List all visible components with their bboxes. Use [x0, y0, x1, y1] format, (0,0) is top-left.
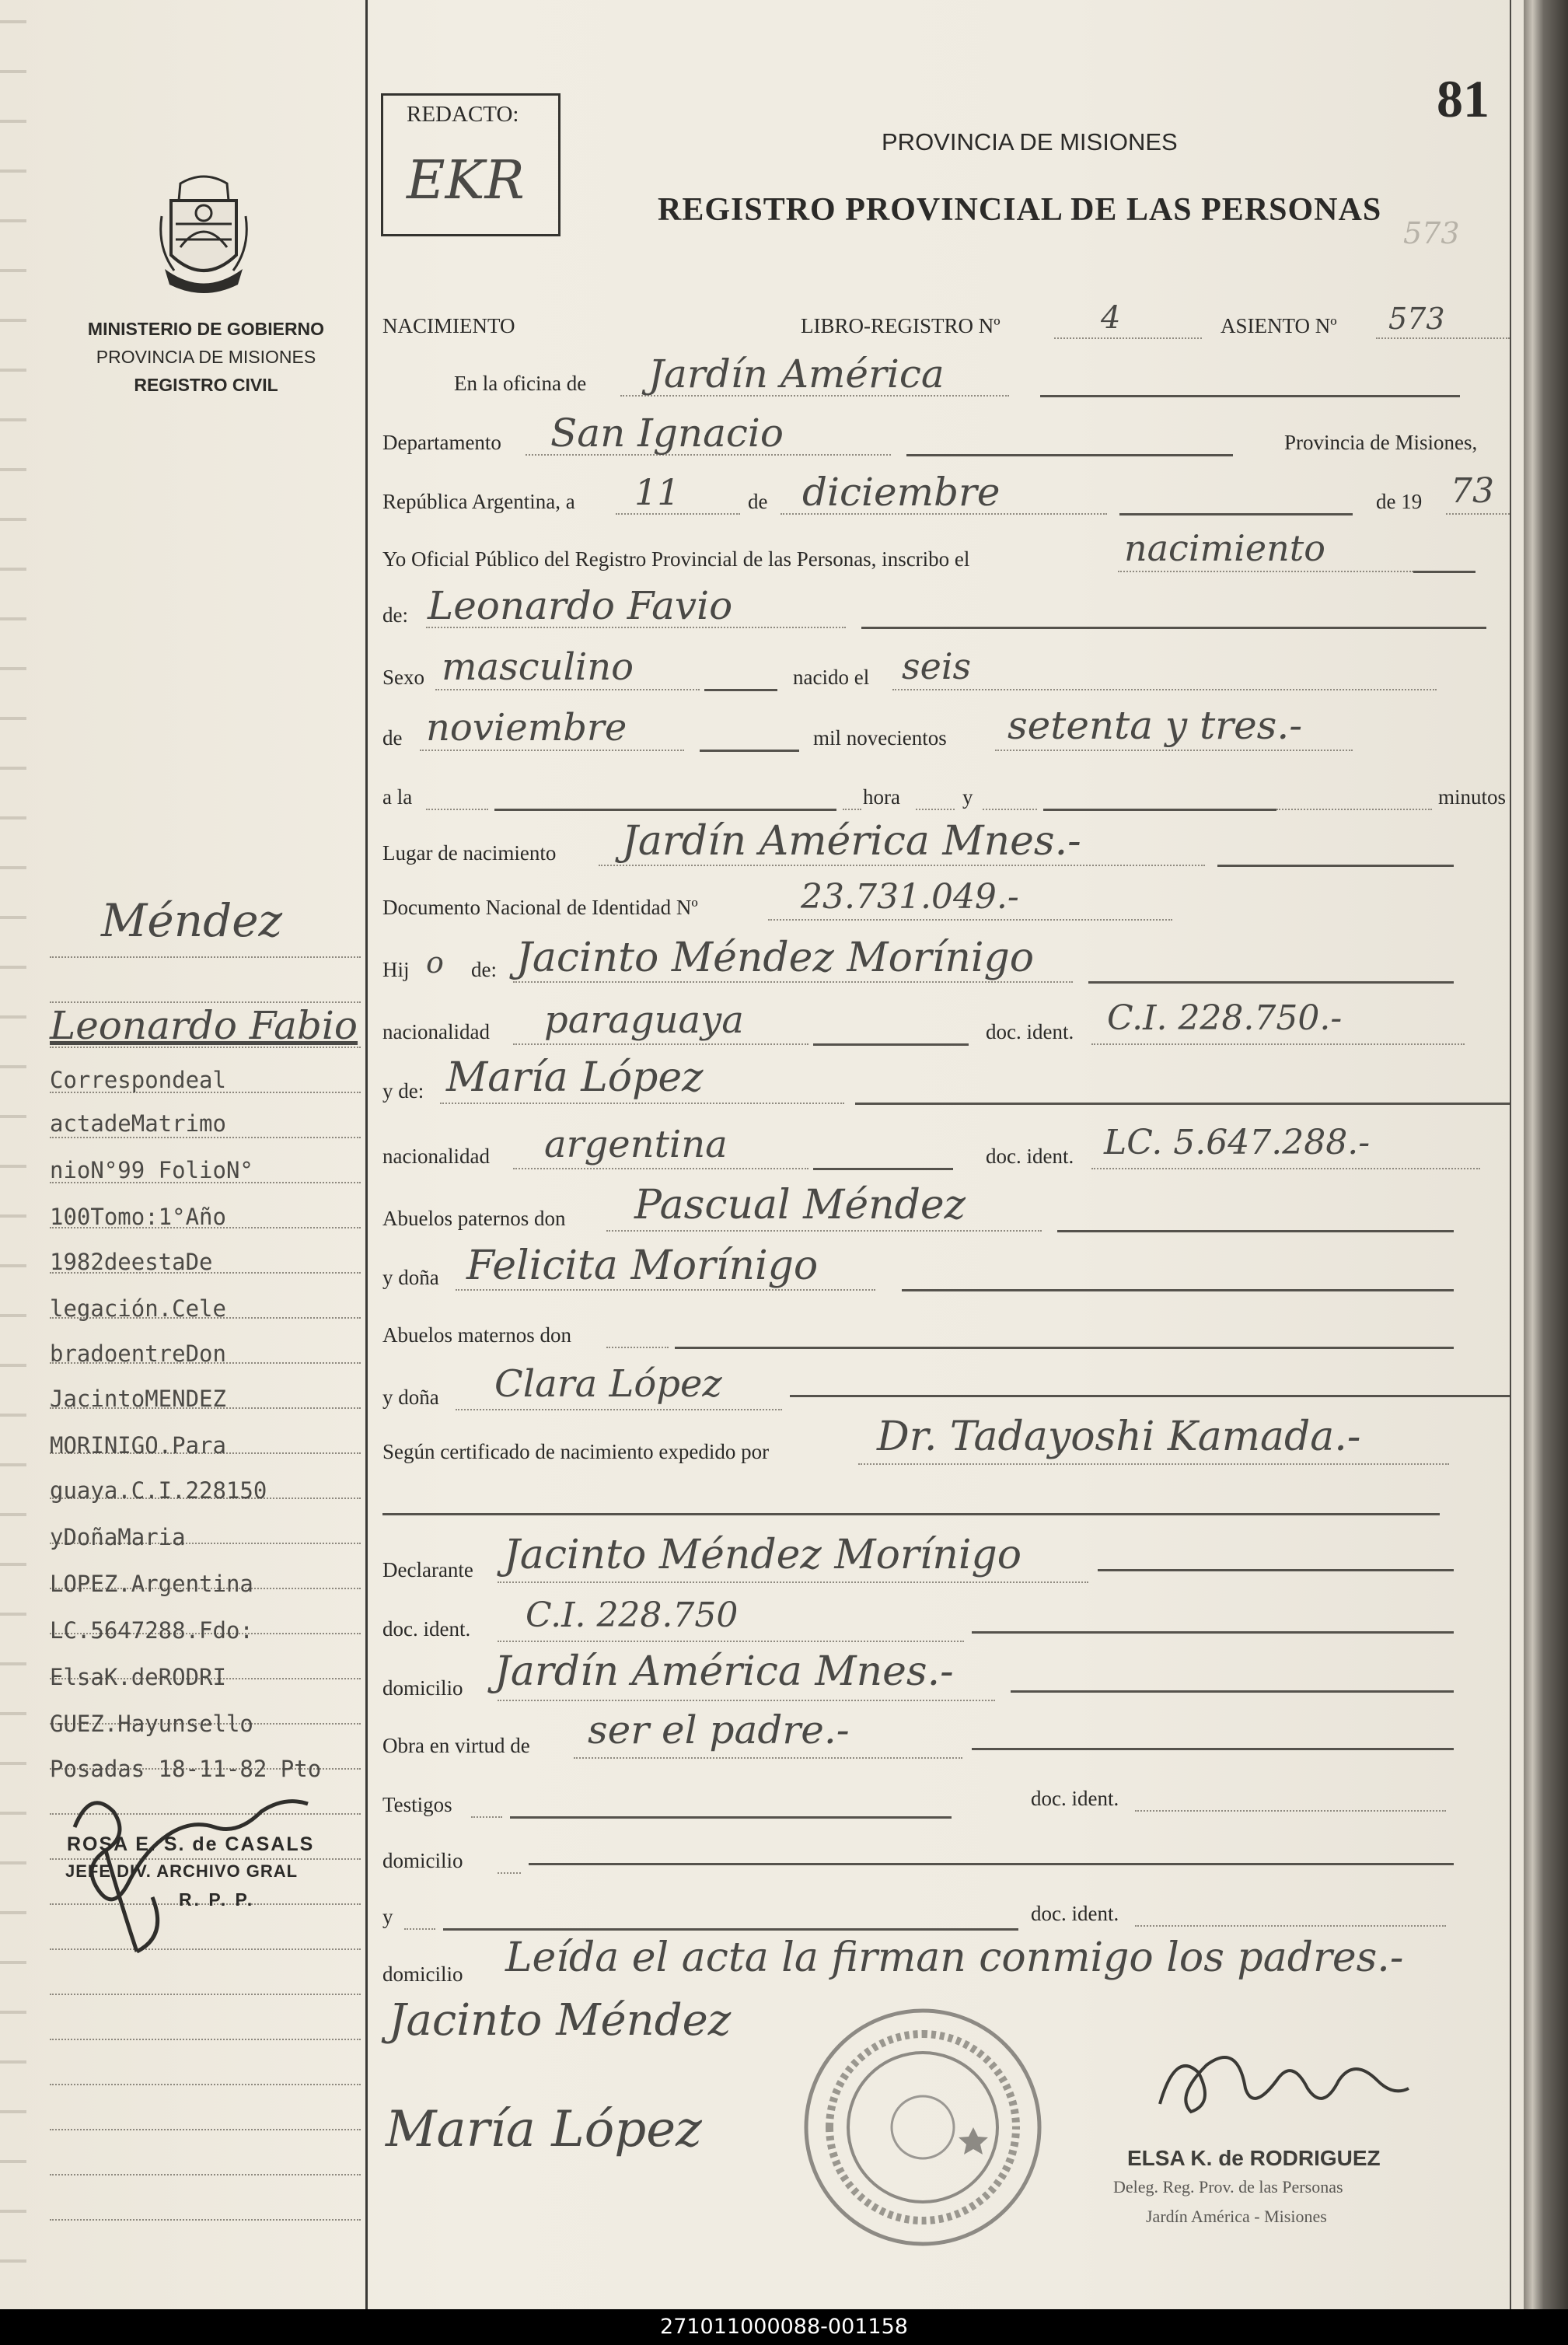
- libro-label: LIBRO-REGISTRO Nº: [801, 314, 1001, 337]
- abuelos-mat-label: Abuelos maternos don: [382, 1323, 571, 1347]
- nacido-label: nacido el: [793, 666, 870, 689]
- ala-label: a la: [382, 785, 413, 809]
- abuela-mat-label: y doña: [382, 1386, 439, 1409]
- de-label: de: [748, 490, 768, 513]
- nombre-value: Leonardo Favio: [428, 583, 733, 628]
- domicilio-label: domicilio: [382, 1676, 463, 1700]
- binding-edge: [0, 0, 26, 2309]
- nacimiento-label: NACIMIENTO: [382, 314, 515, 337]
- margin-line-14: ElsaK.deRODRI: [50, 1664, 226, 1690]
- sexo-value: masculino: [442, 645, 634, 689]
- padre-doc-label: doc. ident.: [986, 1020, 1074, 1043]
- testigo2-domicilio-label: domicilio: [382, 1962, 463, 1986]
- de-colon-label: de:: [382, 603, 408, 627]
- oficina-label: En la oficina de: [454, 372, 587, 395]
- official-round-seal: [794, 1987, 1051, 2267]
- decl-doc-label: doc. ident.: [382, 1617, 471, 1641]
- page-edge-shadow: [1524, 0, 1568, 2309]
- dia-value: 11: [634, 471, 680, 513]
- province-crest-emblem: [157, 169, 250, 302]
- margin-surname: Méndez: [101, 894, 283, 947]
- margin-line-1: Correspondeal: [50, 1067, 226, 1093]
- madre-value: María López: [446, 1054, 704, 1101]
- margin-line-16: Posadas 18-11-82 Pto: [50, 1756, 322, 1782]
- margin-line-12: LOPEZ.Argentina: [50, 1571, 253, 1597]
- margin-rule-line: [50, 2129, 361, 2130]
- redacto-initials: EKR: [407, 150, 525, 211]
- registry-title: REGISTRO PROVINCIAL DE LAS PERSONAS: [658, 192, 1382, 228]
- archive-stamp-title: JEFE DIV. ARCHIVO GRAL: [65, 1861, 299, 1881]
- dni-label: Documento Nacional de Identidad Nº: [382, 896, 698, 919]
- testigo2-doc-label: doc. ident.: [1031, 1902, 1119, 1925]
- decl-doc-value: C.I. 228.750: [526, 1595, 739, 1635]
- hora-label: hora: [863, 785, 900, 809]
- declarante-value: Jacinto Méndez Morínigo: [504, 1532, 1022, 1578]
- archive-stamp-org: R. P. P.: [179, 1889, 255, 1910]
- margin-line-8: JacintoMENDEZ: [50, 1386, 226, 1412]
- margin-rule-line: [50, 2219, 361, 2221]
- margin-rule-line: [50, 2039, 361, 2040]
- obra-label: Obra en virtud de: [382, 1734, 530, 1757]
- image-caption: 271011000088-001158: [0, 2309, 1568, 2345]
- margin-name: Leonardo Fabio: [50, 1003, 358, 1048]
- padre-doc-value: C.I. 228.750.-: [1107, 998, 1343, 1038]
- margin-line-3: nioN°99 FolioN°: [50, 1157, 253, 1183]
- madre-doc-value: LC. 5.647.288.-: [1104, 1123, 1371, 1162]
- testigos-label: Testigos: [382, 1793, 452, 1816]
- anio-prefix: de 19: [1376, 490, 1423, 513]
- padre-value: Jacinto Méndez Morínigo: [516, 935, 1035, 981]
- hij-suffix: o: [426, 945, 444, 980]
- official-signature-scribble: [1144, 2034, 1424, 2127]
- abuela-pat-label: y doña: [382, 1266, 439, 1289]
- right-margin-line: [1510, 0, 1511, 2309]
- anio-value: 73: [1451, 471, 1494, 511]
- margin-rule-line: [50, 2084, 361, 2085]
- y-testigo-label: y: [382, 1905, 393, 1928]
- testigo-doc-label: doc. ident.: [1031, 1787, 1119, 1810]
- margin-line-13: LC.5647288.Fdo:: [50, 1617, 253, 1644]
- padre-nac-value: paraguaya: [544, 998, 744, 1042]
- ministry-name: MINISTERIO DE GOBIERNO: [87, 319, 325, 339]
- testigo-domicilio-label: domicilio: [382, 1849, 463, 1872]
- madre-nac-label: nacionalidad: [382, 1145, 490, 1168]
- mil-label: mil novecientos: [813, 726, 947, 750]
- official-title: Deleg. Reg. Prov. de las Personas: [1113, 2177, 1343, 2196]
- asiento-label: ASIENTO Nº: [1221, 314, 1337, 337]
- official-place: Jardín América - Misiones: [1146, 2207, 1327, 2226]
- margin-rule-line: [50, 1994, 361, 1995]
- republica-label: República Argentina, a: [382, 490, 575, 513]
- lugar-value: Jardín América Mnes.-: [622, 818, 1081, 865]
- sexo-label: Sexo: [382, 666, 424, 689]
- margin-line-4: 100Tomo:1°Año: [50, 1204, 226, 1230]
- oficina-value: Jardín América: [648, 351, 945, 397]
- asiento-value: 573: [1388, 302, 1445, 336]
- pencil-note: 573: [1403, 216, 1460, 250]
- ministry-registro-civil: REGISTRO CIVIL: [134, 375, 278, 395]
- domicilio-value: Jardín América Mnes.-: [494, 1648, 954, 1695]
- abuelo-pat-value: Pascual Méndez: [634, 1182, 966, 1228]
- official-name: ELSA K. de RODRIGUEZ: [1127, 2146, 1381, 2170]
- redacto-label: REDACTO:: [407, 102, 519, 127]
- padre-signature: Jacinto Méndez: [389, 1995, 732, 2046]
- abuelos-pat-label: Abuelos paternos don: [382, 1207, 566, 1230]
- margin-line-10: guaya.C.I.228150: [50, 1477, 267, 1504]
- abuela-pat-value: Felicita Morínigo: [466, 1242, 819, 1289]
- lugar-label: Lugar de nacimiento: [382, 841, 557, 865]
- dni-value: 23.731.049.-: [801, 877, 1019, 917]
- page-number: 81: [1437, 69, 1489, 128]
- abuela-mat-value: Clara López: [494, 1362, 722, 1406]
- nac-de-label: de: [382, 726, 403, 750]
- margin-rule-line: [50, 1137, 361, 1138]
- hij-label: Hij: [382, 958, 410, 981]
- oficial-text: Yo Oficial Público del Registro Provincial de las Personas, inscribo el: [382, 547, 970, 571]
- minutos-label: minutos: [1438, 785, 1507, 809]
- archive-stamp-name: ROSA E. S. de CASALS: [67, 1833, 315, 1855]
- province-heading: PROVINCIA DE MISIONES: [882, 128, 1178, 156]
- madre-nac-value: argentina: [544, 1123, 728, 1166]
- hij-de-label: de:: [471, 958, 497, 981]
- oficial-value: nacimiento: [1124, 527, 1325, 569]
- margin-line-15: GUEZ.Hayunsello: [50, 1711, 253, 1737]
- yde-label: y de:: [382, 1079, 424, 1103]
- margin-line-7: bradoentreDon: [50, 1340, 226, 1367]
- certificado-label: Según certificado de nacimiento expedido por: [382, 1440, 770, 1463]
- redacto-box: [381, 93, 560, 236]
- padre-nac-label: nacionalidad: [382, 1020, 490, 1043]
- nacido-value: seis: [902, 645, 972, 687]
- certificado-value: Dr. Tadayoshi Kamada.-: [877, 1414, 1361, 1460]
- nac-mes-value: noviembre: [426, 706, 627, 750]
- margin-rule-line: [50, 2174, 361, 2176]
- margin-line-5: 1982deestaDe: [50, 1249, 213, 1275]
- madre-doc-label: doc. ident.: [986, 1145, 1074, 1168]
- declarante-label: Declarante: [382, 1558, 473, 1581]
- margin-rule-line: [50, 956, 361, 958]
- margin-line-6: legación.Cele: [50, 1295, 226, 1322]
- departamento-label: Departamento: [382, 431, 501, 454]
- margin-line-2: actadeMatrimo: [50, 1110, 226, 1137]
- leida-value: Leída el acta la firman conmigo los padres.-: [505, 1934, 1404, 1981]
- y-label: y: [962, 785, 973, 809]
- provincia-suffix: Provincia de Misiones,: [1284, 431, 1478, 454]
- ministry-province: PROVINCIA DE MISIONES: [96, 347, 316, 367]
- departamento-value: San Ignacio: [550, 411, 784, 456]
- margin-line-11: yDoñaMaria: [50, 1524, 186, 1550]
- libro-value: 4: [1101, 300, 1121, 336]
- margin-line-9: MORINIGO.Para: [50, 1432, 226, 1459]
- mil-value: setenta y tres.-: [1008, 703, 1303, 748]
- madre-signature: María López: [386, 2101, 702, 2158]
- mes-value: diciembre: [802, 470, 1001, 515]
- column-divider: [365, 0, 368, 2309]
- obra-value: ser el padre.-: [588, 1707, 850, 1753]
